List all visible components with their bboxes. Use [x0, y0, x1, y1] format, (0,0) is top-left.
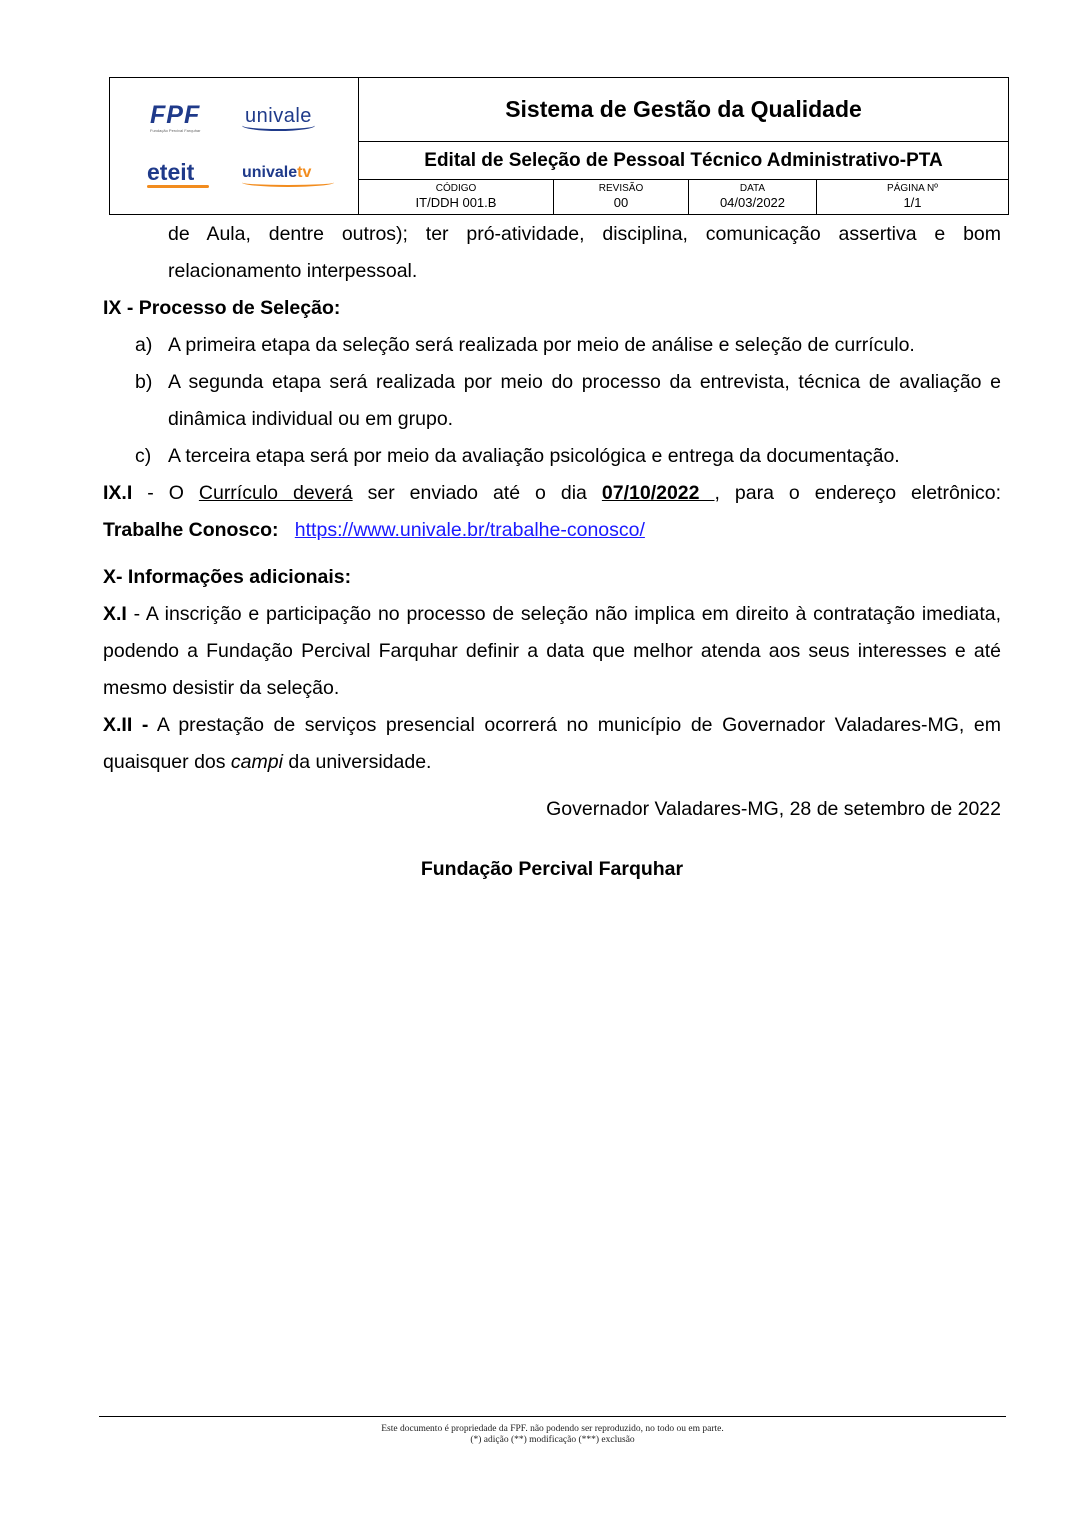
continuation-line-1: de Aula, dentre outros); ter pró-atividade, disciplina, comunicação assertiva e bom — [168, 223, 1001, 245]
paragraph-x-i: X.I - A inscrição e participação no processo de seleção não implica em direito à contratação imediata, podendo a Fundação Percival Farquhar definir a data que melhor atenda aos seus interesses e até mesmo desistir da seleção. — [103, 603, 1001, 699]
section-x-title: X- Informações adicionais: — [103, 566, 352, 588]
document-meta — [359, 180, 1008, 214]
document-header — [109, 77, 1009, 215]
meta-pagina: PÁGINA Nº 1/1 — [887, 183, 938, 210]
deadline-date: 07/10/2022 — [601, 482, 715, 504]
continuation-line-2: relacionamento interpessoal. — [168, 260, 418, 282]
univale-logo: univale — [245, 105, 312, 128]
document-subtitle: Edital de Seleção de Pessoal Técnico Administrativo-PTA — [359, 142, 1008, 180]
footer-line-1: Este documento é propriedade da FPF. não podendo ser reproduzido, no todo ou em parte. — [381, 1424, 724, 1434]
footer-divider — [99, 1416, 1006, 1417]
section-ix-title: IX - Processo de Seleção: — [103, 297, 341, 319]
footer — [99, 1424, 1006, 1446]
meta-codigo: CÓDIGO IT/DDH 001.B — [359, 180, 554, 214]
list-item: a) A primeira etapa da seleção será realizada por meio de análise e seleção de currículo. — [135, 334, 915, 356]
fpf-logo: FPF Fundação Percival Farquhar — [150, 101, 201, 133]
eteit-logo: eteit — [147, 160, 209, 188]
logos-panel — [110, 78, 359, 214]
document-body — [103, 216, 1001, 888]
list-item: c) A terceira etapa será por meio da avaliação psicológica e entrega da documentação. — [135, 445, 900, 467]
paragraph-x-ii: X.II - A prestação de serviços presencial ocorrerá no município de Governador Valadares-MG, em quaisquer dos campi da universidade. — [103, 714, 1001, 773]
list-item: b) A segunda etapa será realizada por meio do processo da entrevista, técnica de avaliação e dinâmica individual ou em grupo. — [135, 371, 1001, 430]
header-info — [359, 78, 1008, 214]
signature: Fundação Percival Farquhar — [420, 858, 684, 880]
meta-revisao: REVISÃO 00 — [554, 180, 689, 214]
paragraph-ix-i: IX.I - O Currículo deverá ser enviado até o dia 07/10/2022 , para o endereço eletrônico: — [103, 482, 1001, 504]
system-title: Sistema de Gestão da Qualidade — [359, 78, 1008, 142]
meta-data: DATA 04/03/2022 — [689, 180, 817, 214]
trabalhe-conosco-line: Trabalhe Conosco: https://www.univale.br/trabalhe-conosco/ — [103, 519, 645, 541]
univaletv-logo: univaletv — [242, 164, 334, 187]
place-date: Governador Valadares-MG, 28 de setembro de 2022 — [546, 798, 1001, 820]
footer-line-2: (*) adição (**) modificação (***) exclusão — [470, 1435, 635, 1445]
trabalhe-conosco-link[interactable]: https://www.univale.br/trabalhe-conosco/ — [294, 519, 645, 541]
